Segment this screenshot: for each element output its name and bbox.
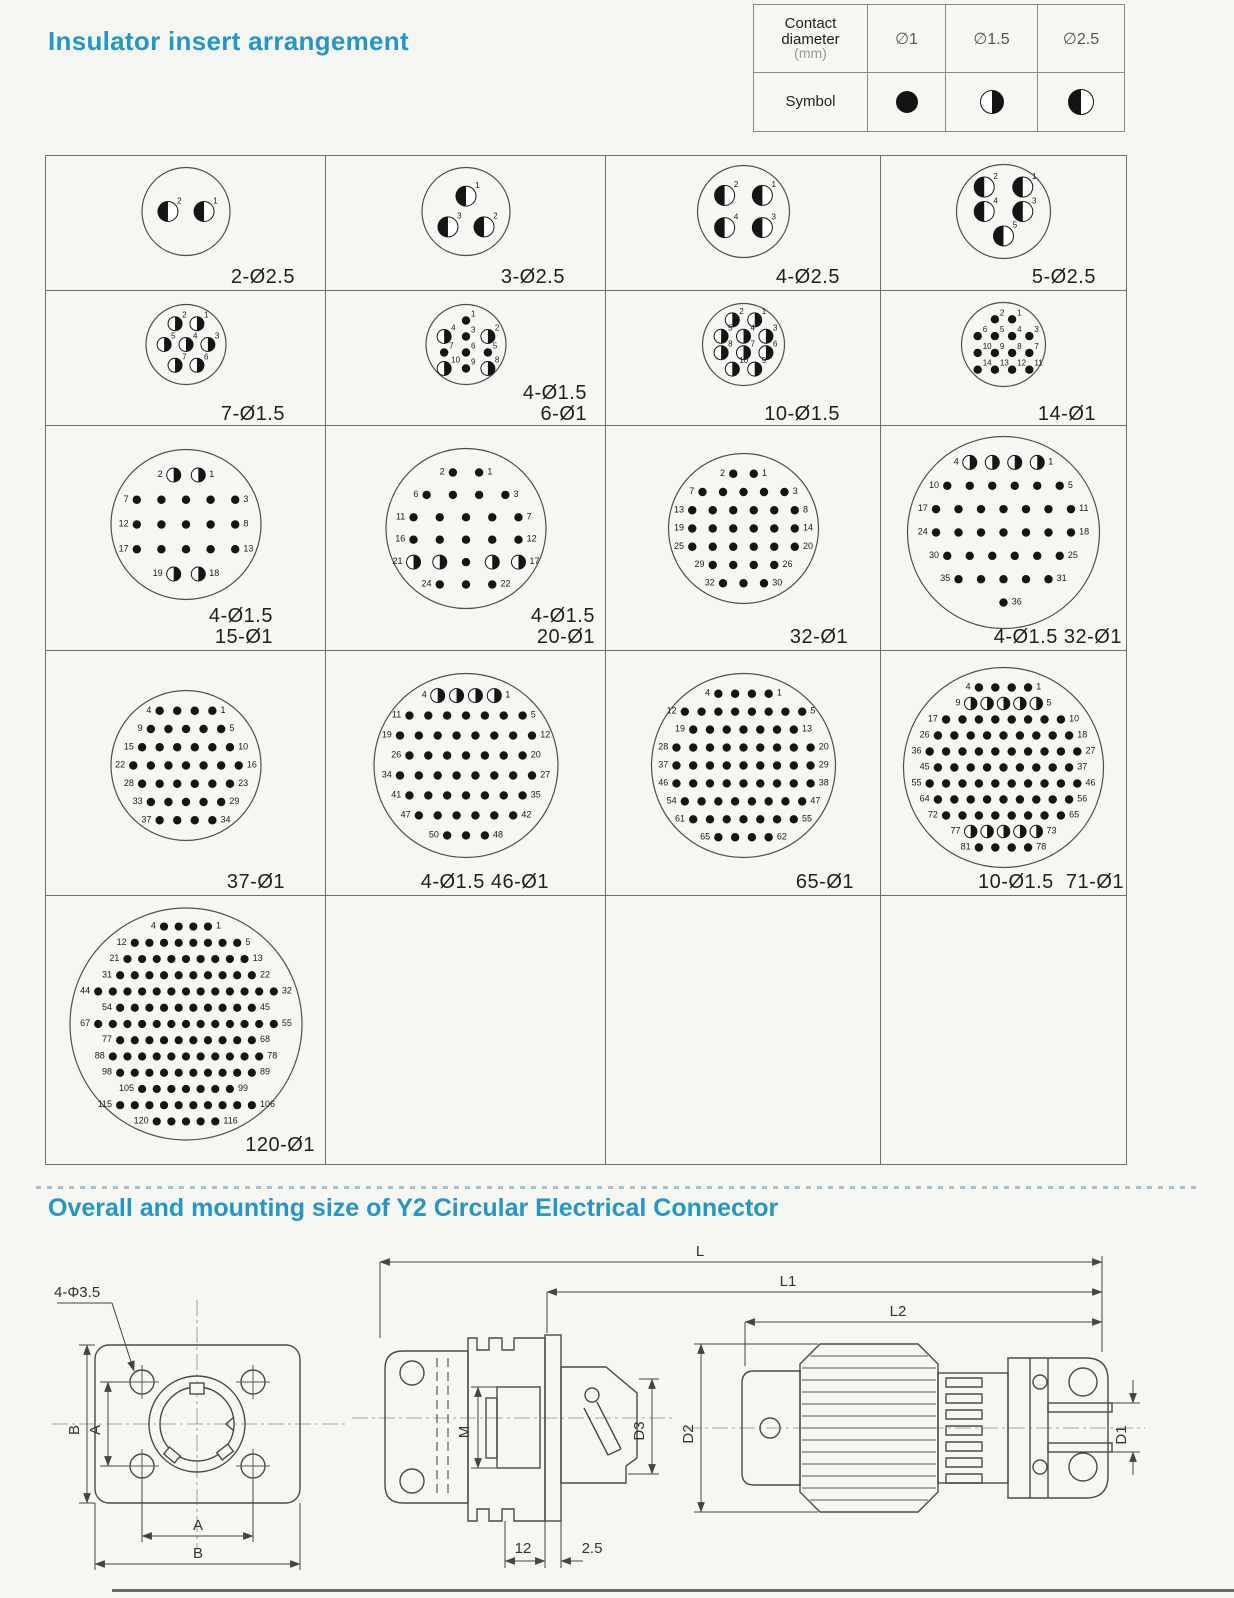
svg-text:45: 45	[919, 761, 930, 772]
svg-text:16: 16	[246, 759, 257, 770]
svg-text:54: 54	[102, 1001, 113, 1012]
insert-label: 4-Ø1.5 46-Ø1	[420, 871, 549, 893]
svg-text:2: 2	[733, 180, 739, 190]
svg-text:5: 5	[1012, 220, 1018, 230]
svg-text:1: 1	[216, 920, 222, 931]
svg-text:116: 116	[223, 1115, 238, 1126]
svg-text:30: 30	[772, 577, 783, 588]
svg-text:73: 73	[1046, 825, 1057, 836]
svg-text:13: 13	[674, 504, 685, 515]
svg-text:13: 13	[801, 723, 813, 734]
svg-text:106: 106	[259, 1099, 275, 1110]
svg-text:22: 22	[115, 759, 126, 770]
svg-text:3: 3	[1031, 196, 1037, 206]
diameter-col-1_5: ∅1.5	[946, 5, 1038, 73]
insert-cell	[606, 156, 881, 291]
svg-text:13: 13	[243, 543, 254, 554]
svg-text:72: 72	[927, 809, 938, 820]
svg-text:1: 1	[505, 689, 511, 700]
svg-text:19: 19	[674, 723, 686, 734]
svg-text:19: 19	[674, 522, 685, 533]
svg-text:12: 12	[118, 518, 129, 529]
svg-text:37: 37	[1077, 761, 1088, 772]
svg-text:17: 17	[917, 503, 928, 514]
svg-text:65: 65	[700, 831, 711, 842]
svg-text:3: 3	[513, 488, 519, 499]
svg-text:48: 48	[493, 829, 504, 840]
front-view-drawing	[52, 1284, 348, 1570]
svg-text:5: 5	[999, 325, 1005, 335]
svg-text:1: 1	[761, 467, 767, 478]
dim-A-bottom: A	[192, 1517, 204, 1534]
svg-text:10: 10	[739, 356, 749, 366]
insert-diagram	[326, 651, 606, 896]
svg-text:46: 46	[1085, 777, 1096, 788]
svg-text:10: 10	[1069, 713, 1080, 724]
svg-text:5: 5	[1067, 479, 1073, 490]
page-title: Insulator insert arrangement	[48, 26, 409, 56]
svg-text:4: 4	[451, 323, 456, 333]
svg-text:1: 1	[203, 310, 209, 320]
svg-text:32: 32	[704, 577, 715, 588]
insert-diagram	[606, 426, 881, 651]
insert-label: 5-Ø2.5	[1031, 266, 1096, 288]
svg-text:56: 56	[1077, 793, 1088, 804]
plug-view-drawing	[380, 1243, 1145, 1512]
svg-text:26: 26	[919, 729, 930, 740]
symbol-row-label: Symbol	[754, 73, 868, 131]
svg-text:78: 78	[1036, 841, 1047, 852]
insert-cell	[46, 426, 326, 651]
svg-text:6: 6	[471, 341, 476, 351]
svg-text:12: 12	[116, 936, 127, 947]
svg-text:29: 29	[818, 759, 829, 770]
svg-text:4: 4	[146, 704, 152, 715]
svg-text:18: 18	[1079, 526, 1090, 537]
svg-text:12: 12	[526, 533, 537, 544]
svg-text:5: 5	[171, 331, 176, 341]
insert-cell	[606, 426, 881, 651]
dim-12: 12	[514, 1540, 532, 1557]
svg-text:3: 3	[771, 212, 777, 222]
svg-text:25: 25	[1067, 549, 1078, 560]
dim-B-left: B	[66, 1424, 83, 1436]
svg-text:30: 30	[929, 549, 940, 560]
svg-text:2: 2	[720, 467, 726, 478]
svg-text:6: 6	[203, 352, 209, 362]
svg-text:12: 12	[666, 705, 677, 716]
svg-text:2: 2	[157, 469, 163, 479]
insert-label: 4-Ø1.5 20-Ø1	[530, 605, 595, 648]
svg-text:19: 19	[381, 729, 392, 740]
svg-text:55: 55	[281, 1018, 292, 1028]
svg-text:20: 20	[530, 749, 541, 760]
svg-text:25: 25	[674, 540, 685, 551]
dim-M: M	[456, 1425, 473, 1439]
insert-cell	[606, 896, 881, 1164]
svg-text:10: 10	[238, 741, 249, 752]
insert-label: 37-Ø1	[226, 871, 285, 893]
svg-text:4: 4	[193, 331, 198, 341]
svg-text:19: 19	[152, 568, 163, 578]
svg-text:38: 38	[818, 777, 829, 788]
svg-text:105: 105	[118, 1082, 135, 1093]
svg-text:34: 34	[381, 769, 392, 780]
svg-text:20: 20	[818, 741, 829, 752]
svg-text:10: 10	[929, 479, 940, 490]
svg-text:78: 78	[267, 1050, 278, 1061]
svg-text:55: 55	[801, 813, 813, 824]
insert-label: 7-Ø1.5	[220, 403, 285, 425]
svg-text:89: 89	[259, 1066, 270, 1077]
svg-text:3: 3	[214, 331, 220, 341]
svg-text:13: 13	[999, 358, 1009, 368]
svg-text:7: 7	[1034, 341, 1039, 351]
contact-symbol-table	[753, 4, 1125, 132]
svg-text:6: 6	[413, 488, 419, 499]
svg-text:54: 54	[666, 795, 677, 806]
svg-text:9: 9	[999, 341, 1005, 351]
dimension-drawings	[0, 1240, 1234, 1598]
insert-label: 14-Ø1	[1037, 403, 1096, 425]
insert-cell	[46, 896, 326, 1164]
dim-D1: D1	[1113, 1425, 1130, 1445]
svg-text:1: 1	[771, 180, 777, 190]
svg-text:41: 41	[391, 789, 402, 800]
svg-text:47: 47	[810, 795, 821, 806]
svg-text:115: 115	[97, 1099, 113, 1110]
insert-diagram	[46, 651, 326, 896]
svg-text:14: 14	[802, 522, 813, 533]
insert-cell	[881, 156, 1126, 291]
svg-text:24: 24	[917, 526, 928, 537]
symbol-cell-1_5	[946, 73, 1038, 131]
insert-label: 4-Ø2.5	[775, 266, 840, 288]
backshell-slots	[946, 1378, 982, 1483]
insert-label: 10-Ø1.5	[764, 403, 840, 425]
svg-text:31: 31	[102, 969, 113, 980]
svg-text:77: 77	[950, 825, 961, 836]
svg-text:31: 31	[1056, 573, 1067, 584]
svg-text:2: 2	[177, 196, 182, 206]
svg-text:7: 7	[182, 352, 187, 362]
svg-text:36: 36	[911, 745, 922, 756]
svg-text:7: 7	[123, 493, 129, 504]
svg-text:65: 65	[1069, 809, 1080, 820]
svg-text:5: 5	[229, 723, 235, 733]
symbol-cell-2_5	[1038, 73, 1124, 131]
mounting-panel	[545, 1335, 561, 1521]
svg-text:18: 18	[209, 568, 220, 578]
contact-diameter-header: Contact diameter (mm)	[754, 5, 868, 73]
symbol-cell-1	[868, 73, 946, 131]
svg-text:22: 22	[259, 969, 270, 980]
insert-label: 65-Ø1	[795, 871, 854, 893]
svg-text:42: 42	[521, 809, 532, 820]
svg-text:6: 6	[982, 325, 988, 335]
svg-text:47: 47	[400, 809, 411, 820]
svg-text:14: 14	[982, 358, 992, 368]
insert-diagram	[46, 426, 326, 651]
bayonet-housing	[561, 1367, 637, 1483]
svg-text:1: 1	[761, 306, 767, 316]
svg-text:2: 2	[439, 466, 445, 477]
svg-text:16: 16	[395, 533, 406, 544]
dim-L: L	[695, 1243, 705, 1260]
svg-text:23: 23	[238, 777, 249, 788]
svg-text:4: 4	[953, 456, 959, 467]
svg-text:1: 1	[213, 196, 218, 206]
svg-text:88: 88	[94, 1050, 105, 1061]
svg-text:1: 1	[1036, 681, 1042, 692]
svg-text:17: 17	[529, 556, 540, 567]
svg-text:5: 5	[245, 936, 251, 947]
svg-text:3: 3	[457, 211, 462, 221]
svg-text:8: 8	[243, 518, 249, 529]
svg-text:68: 68	[259, 1034, 270, 1045]
svg-text:1: 1	[471, 309, 476, 319]
svg-text:99: 99	[237, 1082, 249, 1093]
hole-callout: 4-Φ3.5	[54, 1284, 101, 1301]
svg-text:4: 4	[421, 689, 427, 700]
svg-text:9: 9	[761, 356, 767, 366]
insert-cell	[326, 291, 606, 426]
svg-text:18: 18	[1077, 729, 1088, 740]
insert-diagram	[881, 651, 1126, 896]
svg-text:3: 3	[243, 493, 249, 504]
svg-text:28: 28	[123, 777, 134, 788]
dim-L2: L2	[889, 1303, 907, 1320]
svg-text:44: 44	[80, 985, 91, 996]
insert-cell	[326, 651, 606, 896]
svg-text:4: 4	[705, 687, 711, 698]
page-bottom-edge	[112, 1589, 1234, 1592]
svg-text:12: 12	[1017, 358, 1027, 368]
svg-text:29: 29	[694, 559, 705, 569]
svg-text:11: 11	[1034, 358, 1043, 368]
svg-text:1: 1	[475, 180, 480, 190]
svg-text:1: 1	[1017, 308, 1022, 318]
insert-label: 3-Ø2.5	[500, 266, 565, 288]
svg-text:26: 26	[782, 559, 793, 569]
svg-text:2: 2	[493, 211, 498, 221]
svg-text:5: 5	[1046, 697, 1052, 708]
svg-text:2: 2	[494, 323, 500, 333]
svg-text:98: 98	[102, 1066, 113, 1077]
dim-L1: L1	[779, 1273, 797, 1290]
svg-text:3: 3	[1034, 325, 1039, 335]
svg-text:4: 4	[150, 920, 156, 931]
svg-text:4: 4	[1017, 325, 1022, 335]
insert-cell	[326, 426, 606, 651]
insert-diagram	[46, 896, 326, 1164]
svg-text:33: 33	[132, 796, 143, 806]
insert-cell	[881, 291, 1126, 426]
svg-text:5: 5	[530, 709, 536, 720]
dim-B-bottom: B	[192, 1545, 204, 1562]
insert-cell	[46, 156, 326, 291]
svg-text:50: 50	[428, 829, 439, 840]
section-divider	[36, 1186, 1196, 1189]
svg-text:67: 67	[80, 1018, 91, 1028]
insert-cell	[46, 291, 326, 426]
svg-text:1: 1	[1048, 456, 1054, 467]
svg-text:9: 9	[137, 723, 143, 733]
svg-text:8: 8	[494, 355, 500, 365]
insert-label: 120-Ø1	[245, 1134, 315, 1156]
svg-text:6: 6	[772, 339, 778, 349]
svg-text:15: 15	[123, 741, 134, 752]
svg-text:61: 61	[674, 813, 686, 824]
svg-text:77: 77	[102, 1034, 113, 1045]
svg-text:12: 12	[540, 729, 551, 740]
svg-text:4: 4	[993, 196, 998, 206]
svg-text:21: 21	[392, 556, 403, 567]
svg-text:35: 35	[530, 789, 541, 800]
svg-text:120: 120	[133, 1115, 149, 1126]
svg-text:2: 2	[182, 310, 187, 320]
svg-text:24: 24	[421, 578, 432, 589]
svg-text:37: 37	[141, 814, 152, 825]
svg-text:21: 21	[109, 953, 120, 964]
svg-text:10: 10	[982, 341, 992, 351]
insert-label: 2-Ø2.5	[230, 266, 295, 288]
svg-text:45: 45	[259, 1001, 270, 1012]
svg-text:35: 35	[940, 573, 951, 584]
insert-label: 4-Ø1.5 32-Ø1	[993, 626, 1122, 648]
half-right-dot-icon	[980, 90, 1004, 114]
svg-text:3: 3	[792, 486, 798, 496]
insert-cell	[326, 156, 606, 291]
svg-text:26: 26	[391, 749, 402, 760]
insert-cell	[46, 651, 326, 896]
svg-text:1: 1	[220, 704, 226, 715]
insert-cell	[326, 896, 606, 1164]
svg-text:64: 64	[919, 793, 930, 804]
svg-text:2: 2	[999, 308, 1005, 318]
diameter-col-2_5: ∅2.5	[1038, 5, 1124, 73]
insert-label: 4-Ø1.5 15-Ø1	[208, 605, 273, 648]
svg-text:5: 5	[810, 705, 816, 716]
svg-text:81: 81	[960, 841, 971, 852]
svg-text:9: 9	[471, 357, 476, 367]
insert-label: 10-Ø1.5 71-Ø1	[978, 871, 1124, 893]
svg-text:8: 8	[802, 504, 808, 515]
diameter-col-1: ∅1	[868, 5, 946, 73]
insert-label: 4-Ø1.5 6-Ø1	[522, 382, 587, 425]
svg-text:17: 17	[118, 543, 129, 554]
svg-text:7: 7	[750, 339, 755, 349]
svg-text:2: 2	[993, 171, 998, 181]
insert-cell	[881, 426, 1126, 651]
svg-text:10: 10	[451, 355, 461, 365]
keyway-top	[190, 1383, 204, 1394]
svg-text:7: 7	[689, 486, 695, 496]
svg-text:22: 22	[500, 578, 511, 589]
insert-label: 32-Ø1	[789, 626, 848, 648]
svg-text:17: 17	[927, 713, 938, 724]
svg-text:55: 55	[911, 777, 922, 788]
dim-D3: D3	[631, 1421, 648, 1441]
svg-text:13: 13	[252, 953, 263, 964]
svg-text:36: 36	[1011, 596, 1022, 607]
insert-cell	[606, 291, 881, 426]
svg-text:1: 1	[209, 469, 215, 479]
svg-text:7: 7	[526, 511, 532, 522]
svg-text:32: 32	[281, 985, 292, 996]
dim-D2: D2	[680, 1424, 697, 1444]
svg-text:1: 1	[1031, 171, 1037, 181]
svg-text:27: 27	[1085, 745, 1096, 756]
svg-text:1: 1	[487, 466, 493, 477]
svg-text:9: 9	[955, 697, 961, 708]
svg-text:11: 11	[391, 709, 402, 720]
svg-text:28: 28	[658, 741, 669, 752]
svg-text:7: 7	[449, 341, 454, 351]
insert-cell	[881, 896, 1126, 1164]
svg-text:11: 11	[395, 511, 406, 522]
svg-text:4: 4	[965, 681, 971, 692]
insert-grid	[45, 155, 1127, 1165]
dim-2_5: 2.5	[581, 1540, 603, 1557]
solid-dot-icon	[896, 91, 918, 113]
section2-title: Overall and mounting size of Y2 Circular Electrical Connector	[48, 1194, 779, 1222]
svg-text:5: 5	[492, 341, 498, 351]
insert-diagram	[606, 651, 881, 896]
side-view-drawing	[352, 1335, 672, 1568]
svg-text:46: 46	[658, 777, 669, 788]
svg-text:37: 37	[658, 759, 669, 770]
svg-text:2: 2	[739, 306, 744, 316]
svg-text:11: 11	[1079, 503, 1089, 514]
insert-diagram	[881, 426, 1126, 651]
svg-text:20: 20	[802, 540, 813, 551]
svg-text:4: 4	[750, 323, 755, 333]
svg-text:3: 3	[471, 325, 476, 335]
svg-text:8: 8	[728, 339, 733, 349]
svg-text:4: 4	[733, 212, 739, 222]
svg-text:34: 34	[220, 814, 231, 825]
svg-text:62: 62	[776, 831, 787, 842]
svg-text:27: 27	[540, 769, 551, 780]
dim-A-left: A	[87, 1424, 104, 1436]
svg-text:1: 1	[776, 687, 782, 698]
half-left-dot-icon	[1068, 89, 1094, 115]
svg-text:5: 5	[728, 323, 733, 333]
svg-text:8: 8	[1017, 341, 1022, 351]
insert-cell	[606, 651, 881, 896]
insert-cell	[881, 651, 1126, 896]
svg-text:3: 3	[772, 323, 778, 333]
svg-text:29: 29	[229, 796, 240, 806]
